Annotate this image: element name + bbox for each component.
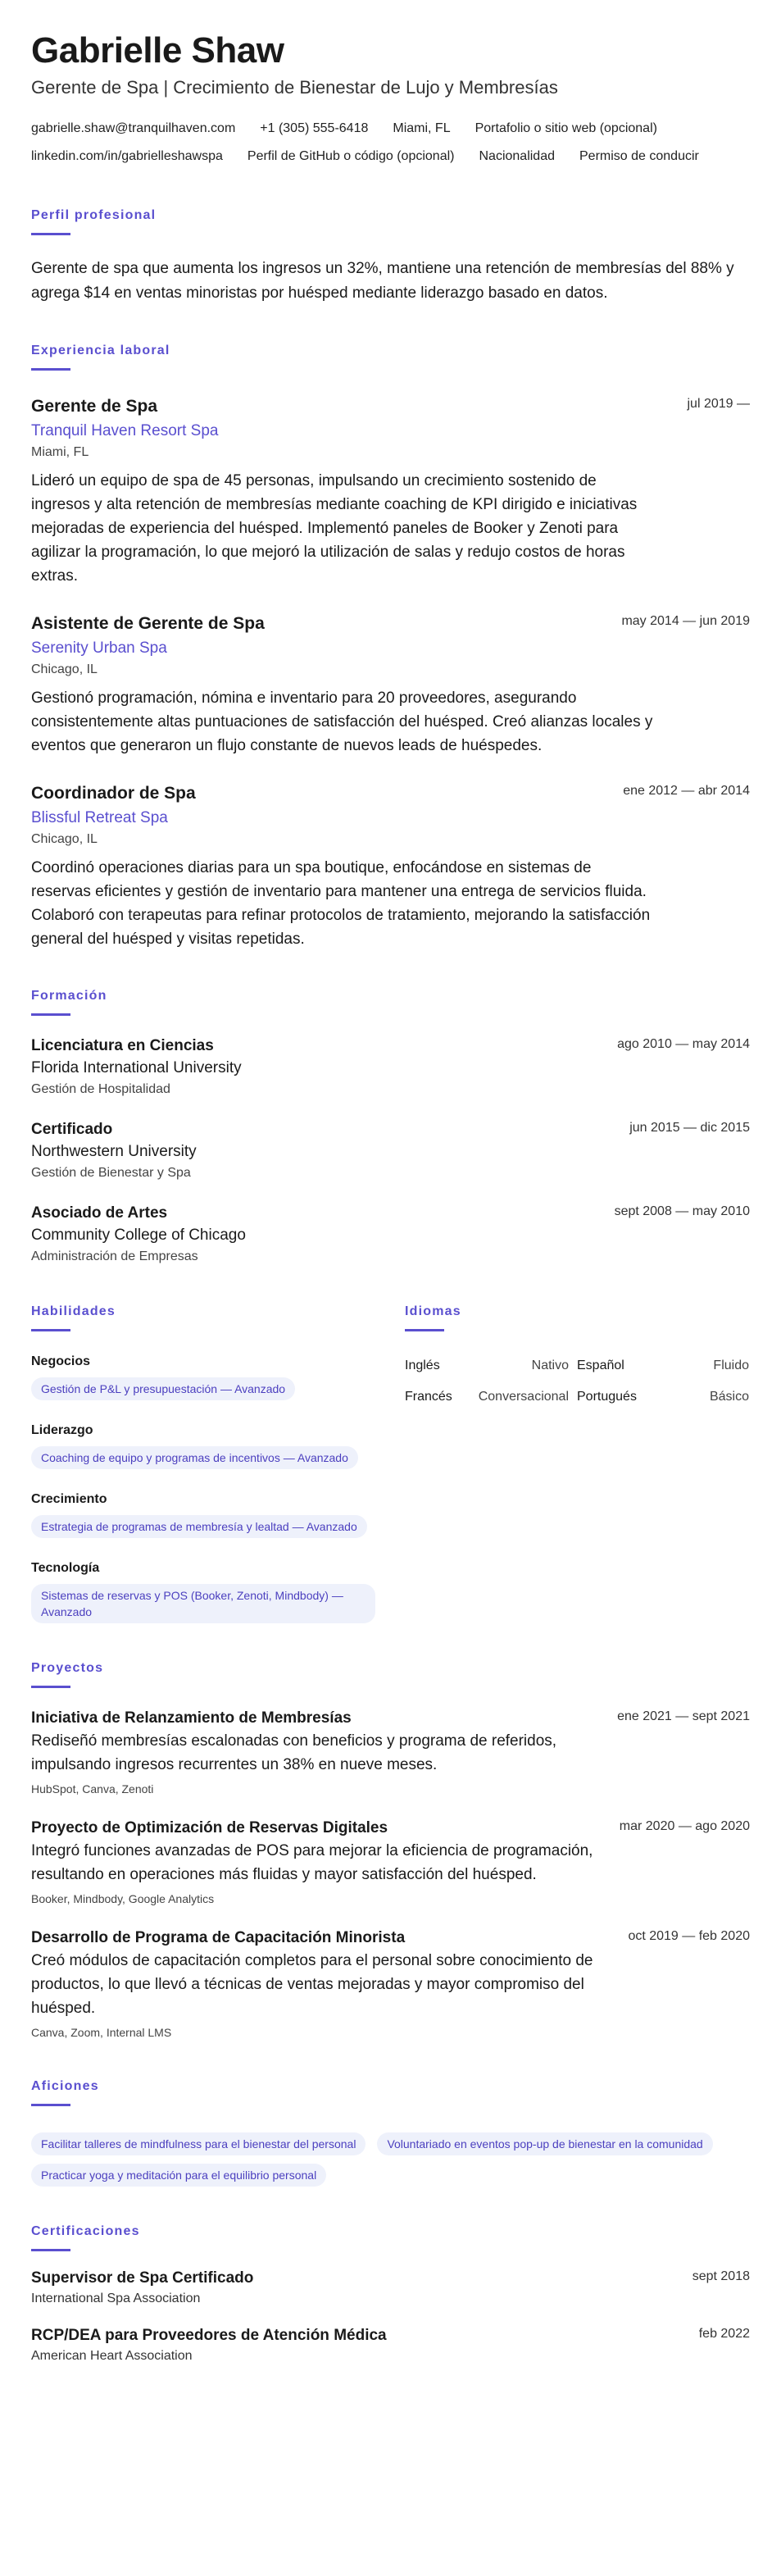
section-title-skills: Habilidades: [31, 1304, 116, 1318]
section-title-languages: Idiomas: [405, 1304, 461, 1318]
section-divider: [31, 1013, 70, 1016]
education-dates: ago 2010 — may 2014: [617, 1037, 750, 1051]
section-divider: [31, 233, 70, 235]
skill-group: [31, 1559, 375, 1623]
education-dates: sept 2008 — may 2010: [614, 1204, 750, 1218]
experience-item: [31, 782, 750, 951]
hobby-tag: Facilitar talleres de mindfulness para el bienestar del personal: [31, 2132, 366, 2155]
section-title-projects: Proyectos: [31, 1661, 104, 1675]
job-company: Blissful Retreat Spa: [31, 809, 168, 826]
languages-section: [405, 1303, 749, 1623]
skill-tag: Gestión de P&L y presupuestación — Avanzado: [31, 1377, 295, 1400]
contact-github[interactable]: Perfil de GitHub o código (opcional): [247, 149, 455, 163]
certification-name: RCP/DEA para Proveedores de Atención Médica: [31, 2327, 387, 2344]
project-dates: oct 2019 — feb 2020: [628, 1929, 750, 1943]
education-dates: jun 2015 — dic 2015: [629, 1121, 750, 1135]
certification-issuer: International Spa Association: [31, 2292, 201, 2305]
language-item: [577, 1356, 749, 1376]
job-description: Gestionó programación, nómina e inventario para 20 proveedores, asegurando consistentemente altas puntuaciones de satisfacción del huésped. Creó alianzas locales y eventos que generaron un flujo constante de nuevos leads de huéspedes.: [31, 690, 653, 754]
job-location: Miami, FL: [31, 445, 89, 459]
skill-category: Tecnología: [31, 1561, 100, 1575]
language-item: [405, 1387, 569, 1407]
certification-issuer: American Heart Association: [31, 2349, 193, 2363]
hobbies-section: [31, 2078, 750, 2187]
certifications-section: [31, 2223, 750, 2366]
certification-date: feb 2022: [698, 2327, 750, 2341]
language-name: Inglés: [405, 1359, 440, 1372]
section-divider: [31, 1686, 70, 1688]
job-location: Chicago, IL: [31, 832, 98, 846]
job-dates: ene 2012 — abr 2014: [623, 784, 750, 798]
language-item: [405, 1356, 569, 1376]
section-title-experience: Experiencia laboral: [31, 344, 170, 357]
education-field: Gestión de Bienestar y Spa: [31, 1166, 191, 1180]
section-divider: [405, 1329, 444, 1331]
education-item: [31, 1119, 750, 1183]
language-level: Conversacional: [478, 1390, 569, 1404]
skill-tag: Sistemas de reservas y POS (Booker, Zenoti, Mindbody) — Avanzado: [31, 1584, 375, 1623]
section-title-certifications: Certificaciones: [31, 2224, 140, 2238]
hobby-tag: Practicar yoga y meditación para el equilibrio personal: [31, 2164, 326, 2187]
skills-languages-row: [31, 1303, 750, 1623]
job-dates: jul 2019 —: [687, 397, 750, 411]
certification-date: sept 2018: [692, 2269, 750, 2283]
job-description: Lideró un equipo de spa de 45 personas, impulsando un crecimiento sostenido de ingresos y alta retención de membresías mediante coaching de KPI dirigido e iniciativas mejoradas de experiencia del huésped. Implementó paneles de Booker y Zenoti para agilizar la programación, lo que mejoró la utilización de salas y redujo costos de horas extras.: [31, 472, 638, 585]
education-item: [31, 1203, 750, 1267]
section-title-hobbies: Aficiones: [31, 2079, 99, 2093]
language-item: [577, 1387, 749, 1407]
language-level: Nativo: [531, 1359, 569, 1372]
job-title: Asistente de Gerente de Spa: [31, 614, 265, 633]
contact-portfolio[interactable]: Portafolio o sitio web (opcional): [475, 121, 657, 135]
project-item: [31, 1818, 750, 1908]
project-dates: mar 2020 — ago 2020: [619, 1819, 750, 1833]
education-field: Gestión de Hospitalidad: [31, 1082, 170, 1096]
skill-category: Liderazgo: [31, 1423, 93, 1437]
certification-name: Supervisor de Spa Certificado: [31, 2269, 254, 2287]
education-school: Community College of Chicago: [31, 1227, 246, 1244]
language-level: Fluido: [713, 1359, 749, 1372]
contact-linkedin[interactable]: linkedin.com/in/gabrielleshawspa: [31, 149, 223, 163]
section-title-education: Formación: [31, 989, 107, 1003]
candidate-name: Gabrielle Shaw: [31, 30, 284, 71]
language-name: Portugués: [577, 1390, 637, 1404]
job-description: Coordinó operaciones diarias para un spa boutique, enfocándose en sistemas de reservas eficientes y gestión de inventario para mantener una entrega de servicios fluida. Colaboró con terapeutas para refinar protocolos de tratamiento, mejorando la satisfacción general del huésped y visitas repetidas.: [31, 859, 651, 948]
job-title: Gerente de Spa: [31, 397, 158, 416]
project-tech: HubSpot, Canva, Zenoti: [31, 1782, 154, 1795]
skills-section: [31, 1303, 375, 1623]
skill-group: [31, 1353, 375, 1400]
project-description: Integró funciones avanzadas de POS para mejorar la eficiencia de programación, resultando en operaciones más fluidas y mayor satisfacción del huésped.: [31, 1842, 593, 1883]
education-degree: Certificado: [31, 1121, 113, 1138]
section-divider: [31, 2249, 70, 2251]
contact-list: [31, 115, 752, 171]
summary-section: [31, 207, 750, 306]
education-school: Florida International University: [31, 1059, 242, 1076]
project-tech: Canva, Zoom, Internal LMS: [31, 2026, 172, 2039]
experience-item: [31, 395, 750, 588]
job-company: Serenity Urban Spa: [31, 639, 167, 657]
experience-section: [31, 342, 750, 951]
experience-item: [31, 612, 750, 758]
candidate-headline: Gerente de Spa | Crecimiento de Bienestar de Lujo y Membresías: [31, 77, 558, 98]
hobby-tag: Voluntariado en eventos pop-up de bienestar en la comunidad: [377, 2132, 712, 2155]
skill-tag: Estrategia de programas de membresía y lealtad — Avanzado: [31, 1515, 367, 1538]
project-item: [31, 1927, 750, 2041]
summary-text: Gerente de spa que aumenta los ingresos un 32%, mantiene una retención de membresías del 88% y agrega $14 en ventas minoristas por huésped mediante liderazgo basado en datos.: [31, 260, 734, 302]
projects-section: [31, 1659, 750, 2041]
section-title-summary: Perfil profesional: [31, 208, 157, 222]
language-list: [405, 1356, 749, 1407]
project-name: Desarrollo de Programa de Capacitación Minorista: [31, 1929, 406, 1946]
certification-item: [31, 2325, 750, 2366]
project-item: [31, 1708, 750, 1798]
job-location: Chicago, IL: [31, 662, 98, 676]
education-item: [31, 1035, 750, 1099]
section-divider: [31, 368, 70, 371]
project-description: Rediseñó membresías escalonadas con beneficios y programa de referidos, impulsando ingresos recurrentes un 38% en nueve meses.: [31, 1732, 557, 1773]
education-degree: Asociado de Artes: [31, 1204, 168, 1222]
job-title: Coordinador de Spa: [31, 784, 196, 803]
skill-category: Negocios: [31, 1354, 91, 1368]
project-name: Proyecto de Optimización de Reservas Digitales: [31, 1819, 388, 1836]
language-name: Español: [577, 1359, 624, 1372]
resume-header: [31, 30, 750, 171]
contact-location: Miami, FL: [393, 121, 451, 135]
education-school: Northwestern University: [31, 1143, 197, 1160]
contact-phone[interactable]: +1 (305) 555-6418: [260, 121, 369, 135]
job-company: Tranquil Haven Resort Spa: [31, 422, 219, 439]
skill-group: [31, 1422, 375, 1469]
job-dates: may 2014 — jun 2019: [621, 614, 750, 628]
skill-tag: Coaching de equipo y programas de incentivos — Avanzado: [31, 1446, 358, 1469]
education-degree: Licenciatura en Ciencias: [31, 1037, 214, 1054]
hobby-list: [31, 2124, 752, 2187]
skill-group: [31, 1491, 375, 1538]
education-field: Administración de Empresas: [31, 1249, 198, 1263]
section-divider: [31, 1329, 70, 1331]
contact-nationality: Nacionalidad: [479, 149, 555, 163]
project-tech: Booker, Mindbody, Google Analytics: [31, 1892, 215, 1905]
education-section: [31, 987, 750, 1267]
certification-item: [31, 2268, 750, 2309]
language-name: Francés: [405, 1390, 452, 1404]
contact-email[interactable]: gabrielle.shaw@tranquilhaven.com: [31, 121, 236, 135]
language-level: Básico: [709, 1390, 749, 1404]
project-description: Creó módulos de capacitación completos para el personal sobre conocimiento de productos, lo que llevó a técnicas de ventas mejoradas y mayor compromiso del huésped.: [31, 1952, 593, 2017]
contact-driving-license: Permiso de conducir: [579, 149, 699, 163]
skill-category: Crecimiento: [31, 1492, 107, 1506]
project-name: Iniciativa de Relanzamiento de Membresías: [31, 1709, 352, 1727]
project-dates: ene 2021 — sept 2021: [617, 1709, 750, 1723]
section-divider: [31, 2104, 70, 2106]
